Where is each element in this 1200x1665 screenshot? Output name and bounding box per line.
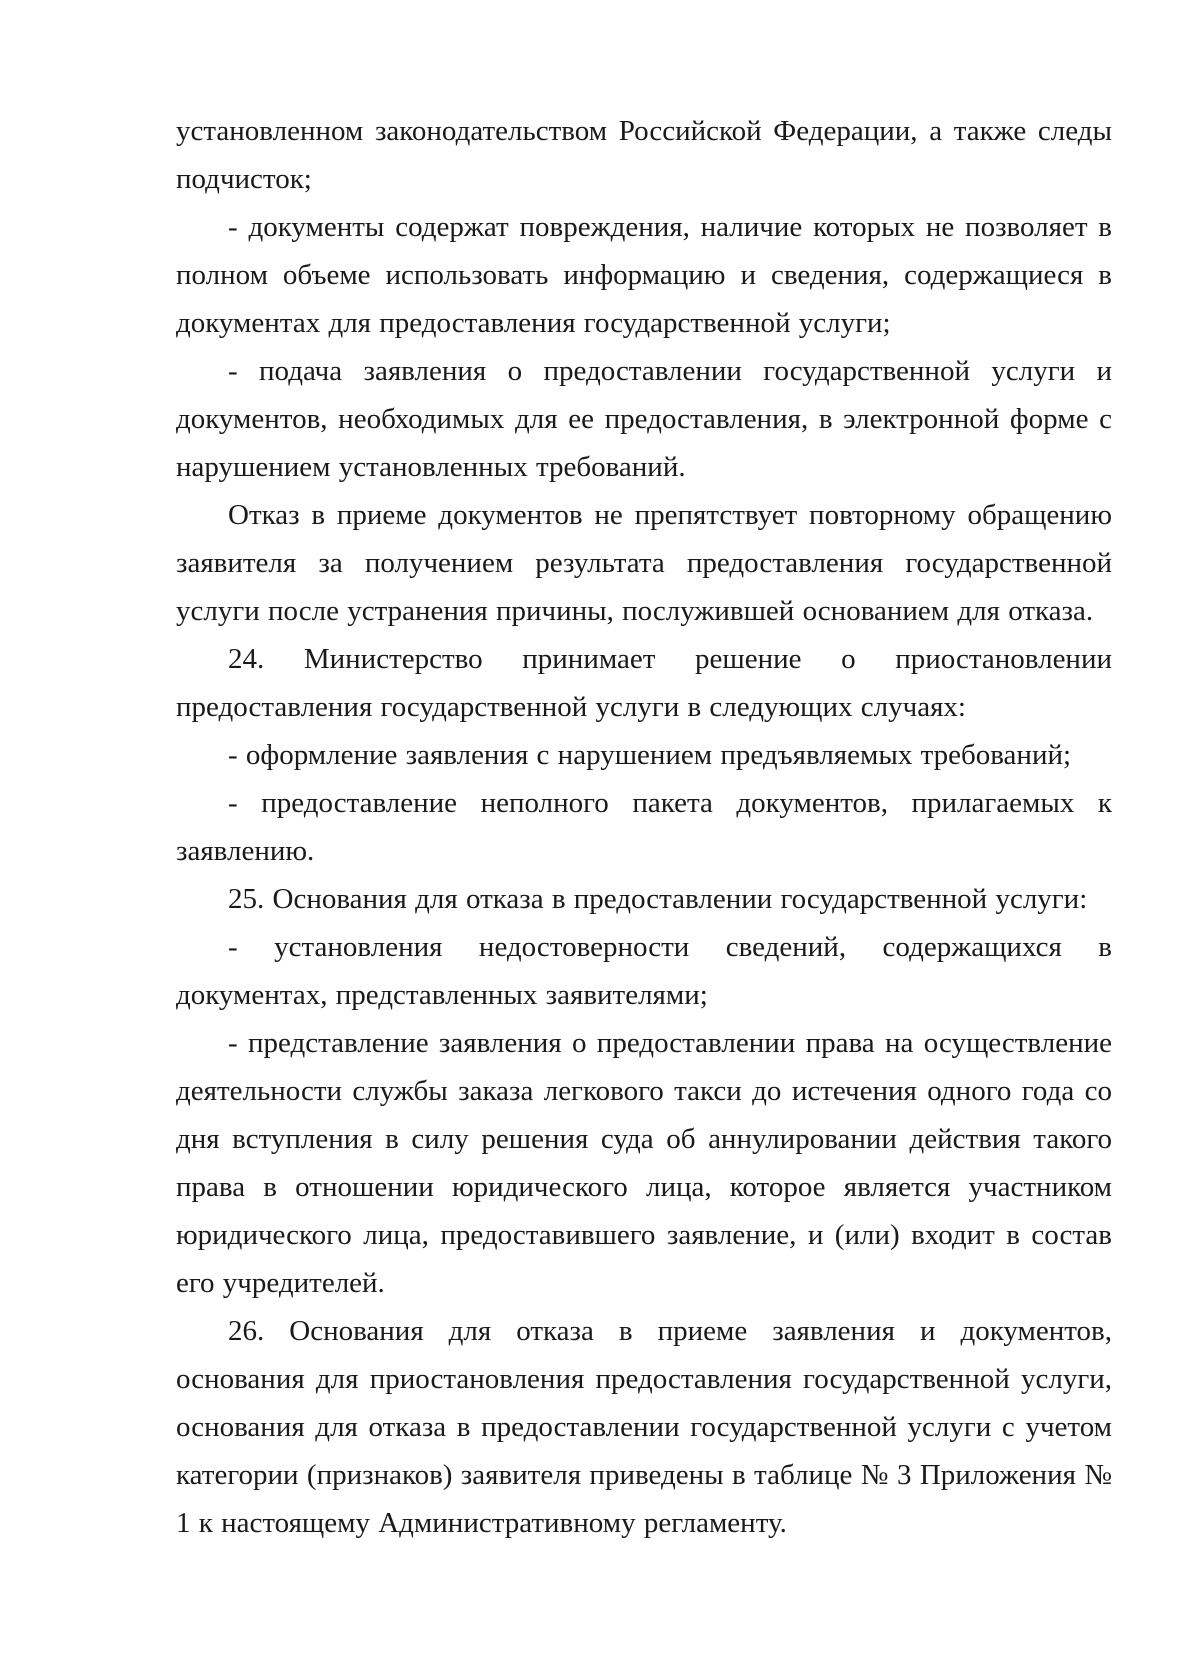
paragraph-item-26: 26. Основания для отказа в приеме заявления и документов, основания для приостановления предоставления государственной услуги, основания для отказа в предоставлении государственной услуги с учетом категории (признаков) заявителя приведены в таблице № 3 Приложения № 1 к настоящему Административному регламенту. (176, 1315, 1112, 1539)
paragraph-item-24: 24. Министерство принимает решение о приостановлении предоставления государственной услуги в следующих случаях: (176, 643, 1112, 723)
paragraph-application-violation: - оформление заявления с нарушением предъявляемых требований; (228, 739, 1072, 771)
paragraph-unreliable-information: - установления недостоверности сведений, содержащихся в документах, представленных заявителями; (176, 931, 1112, 1011)
paragraph-item-25: 25. Основания для отказа в предоставлении государственной услуги: (228, 883, 1088, 915)
paragraph-electronic-submission: - подача заявления о предоставлении государственной услуги и документов, необходимых для ее предоставления, в электронной форме с нарушением установленных требований. (176, 355, 1112, 483)
paragraph-taxi-license: - представление заявления о предоставлении права на осуществление деятельности службы заказа легкового такси до истечения одного года со дня вступления в силу решения суда об аннулировании действия такого права в отношении юридического лица, которое является участником юридического лица, предоставившего заявление, и (или) входит в состав его учредителей. (176, 1027, 1112, 1299)
document-body (176, 107, 1112, 1547)
paragraph-refusal-note: Отказ в приеме документов не препятствует повторному обращению заявителя за получением результата предоставления государственной услуги после устранения причины, послужившей основанием для отказа. (176, 499, 1112, 627)
paragraph-damaged-documents: - документы содержат повреждения, наличие которых не позволяет в полном объеме использовать информацию и сведения, содержащиеся в документах для предоставления государственной услуги; (176, 211, 1112, 339)
paragraph-incomplete-package: - предоставление неполного пакета документов, прилагаемых к заявлению. (176, 787, 1112, 867)
paragraph-continuation: установленном законодательством Российской Федерации, а также следы подчисток; (176, 115, 1112, 195)
